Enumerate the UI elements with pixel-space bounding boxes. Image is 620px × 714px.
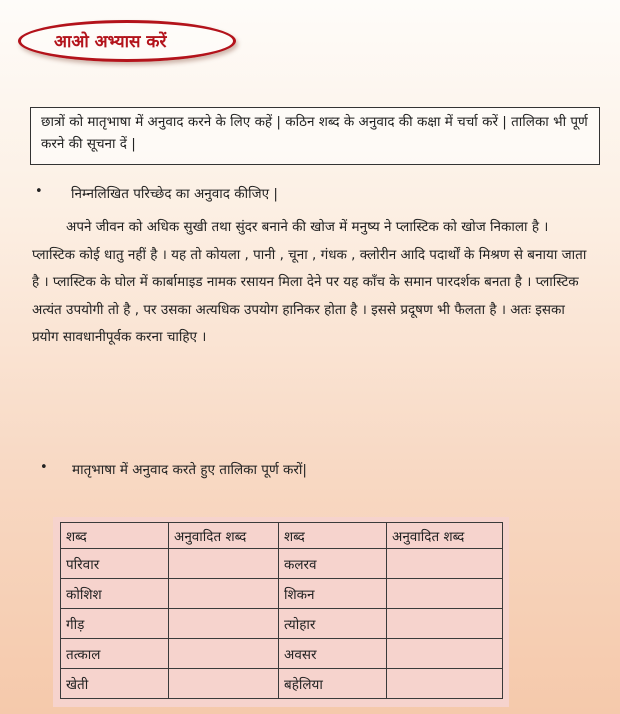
- word-cell: शिकन: [279, 579, 387, 609]
- table-row: [61, 669, 503, 699]
- instruction-text: मातृभाषा में अनुवाद करते हुए तालिका पूर्ण करों|: [72, 462, 307, 478]
- translation-cell[interactable]: [169, 549, 279, 579]
- header-translated-word: अनुवादित शब्द: [387, 523, 503, 549]
- translation-cell[interactable]: [169, 609, 279, 639]
- word-cell: खेती: [61, 669, 169, 699]
- instruction-text: निम्नलिखित परिच्छेद का अनुवाद कीजिए |: [71, 186, 278, 202]
- table-row: [61, 609, 503, 639]
- translation-cell[interactable]: [387, 549, 503, 579]
- word-cell: कोशिश: [61, 579, 169, 609]
- header-translated-word: अनुवादित शब्द: [169, 523, 279, 549]
- table-row: [61, 579, 503, 609]
- exercise-title-banner: [18, 20, 236, 62]
- bullet-icon: •: [35, 184, 43, 199]
- translation-cell[interactable]: [169, 579, 279, 609]
- bullet-icon: •: [40, 460, 48, 475]
- translation-cell[interactable]: [387, 609, 503, 639]
- translation-table-panel: [53, 517, 509, 707]
- translation-table: [60, 522, 503, 699]
- teacher-note-box: [30, 107, 600, 165]
- word-cell: तत्काल: [61, 639, 169, 669]
- translation-cell[interactable]: [169, 669, 279, 699]
- translation-cell[interactable]: [387, 639, 503, 669]
- word-cell: गीड़: [61, 609, 169, 639]
- translation-cell[interactable]: [169, 639, 279, 669]
- exercise-title: आओ अभ्यास करें: [54, 32, 167, 52]
- word-cell: त्योहार: [279, 609, 387, 639]
- word-cell: अवसर: [279, 639, 387, 669]
- word-cell: बहेलिया: [279, 669, 387, 699]
- table-row: [61, 549, 503, 579]
- translation-paragraph: अपने जीवन को अधिक सुखी तथा सुंदर बनाने की खोज में मनुष्य ने प्लास्टिक को खोज निकाला है । प्लास्टिक कोई धातु नहीं है । यह तो कोयला , पानी , चूना , गंधक , क्लोरीन आदि पदार्थों के मिश्रण से बनाया जाता है । प्लास्टिक के घोल में कार्बामाइड नामक रसायन मिला देने पर यह काँच के समान पारदर्शक बनता है । प्लास्टिक अत्यंत उपयोगी तो है , पर उसका अत्यधिक उपयोग हानिकर होता है । इससे प्रदूषण भी फैलता है । अतः इसका प्रयोग सावधानीपूर्वक करना चाहिए ।: [32, 219, 587, 345]
- teacher-note-text: छात्रों को मातृभाषा में अनुवाद करने के लिए कहें | कठिन शब्द के अनुवाद की कक्षा में चर्चा करें | तालिका भी पूर्ण करने की सूचना दें |: [41, 114, 588, 152]
- translation-cell[interactable]: [387, 579, 503, 609]
- header-word: शब्द: [279, 523, 387, 549]
- table-header-row: [61, 523, 503, 549]
- word-cell: परिवार: [61, 549, 169, 579]
- translation-cell[interactable]: [387, 669, 503, 699]
- table-row: [61, 639, 503, 669]
- header-word: शब्द: [61, 523, 169, 549]
- word-cell: कलरव: [279, 549, 387, 579]
